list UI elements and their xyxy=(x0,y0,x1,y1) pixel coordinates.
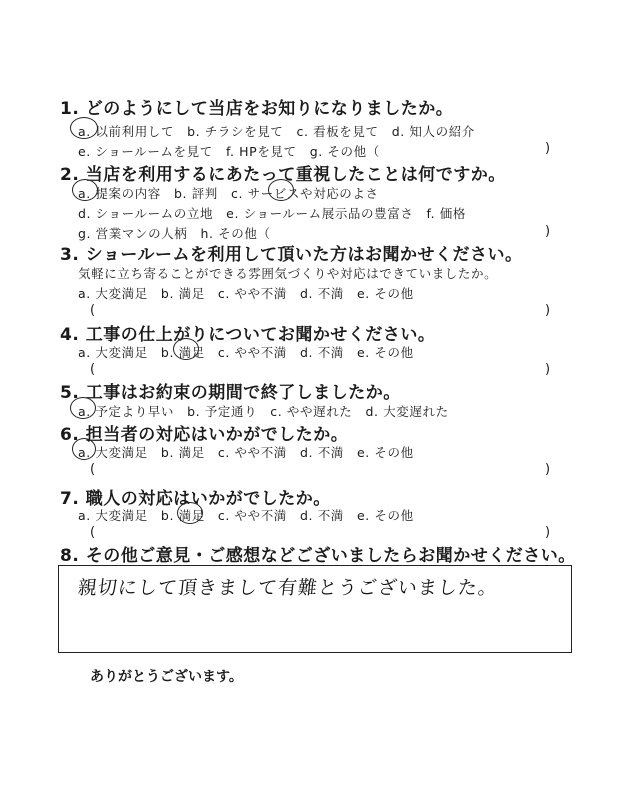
question-7: 7. 職人の対応はいかがでしたか。 xyxy=(60,489,331,509)
q3-paren-close: ) xyxy=(545,303,551,318)
q6-options-row: a. 大変満足 b. 満足 c. やや不満 d. 不満 e. その他 xyxy=(78,445,414,460)
q2-options-row-1: a. 提案の内容 b. 評判 c. サービスや対応のよさ xyxy=(78,186,379,201)
question-1: 1. どのようにして当店をお知りになりましたか。 xyxy=(60,99,454,119)
q4-options-row: a. 大変満足 b. 満足 c. やや不満 d. 不満 e. その他 xyxy=(78,345,414,360)
q4-paren-open: ( xyxy=(90,362,96,377)
q4-paren-close: ) xyxy=(545,362,551,377)
question-4: 4. 工事の仕上がりについてお聞かせください。 xyxy=(60,325,436,345)
q2-options-row-2: d. ショールームの立地 e. ショールーム展示品の豊富さ f. 価格 xyxy=(78,206,466,221)
question-3: 3. ショールームを利用して頂いた方はお聞かせください。 xyxy=(60,245,523,265)
question-2: 2. 当店を利用するにあたって重視したことは何ですか。 xyxy=(60,165,506,185)
question-8: 8. その他ご意見・ご感想などございましたらお聞かせください。 xyxy=(60,546,576,566)
q6-paren-open: ( xyxy=(90,462,96,477)
q7-options-row: a. 大変満足 b. 満足 c. やや不満 d. 不満 e. その他 xyxy=(78,508,414,523)
q1-options-row-1: a. 以前利用して b. チラシを見て c. 看板を見て d. 知人の紹介 xyxy=(78,124,475,139)
q3-subtext: 気軽に立ち寄ることができる雰囲気づくりや対応はできていましたか。 xyxy=(78,266,498,281)
q2-options-row-3: g. 営業マンの人柄 h. その他（ xyxy=(78,226,271,241)
q2-paren-close: ) xyxy=(545,224,551,239)
q1-options-row-2: e. ショールームを見て f. HPを見て g. その他（ xyxy=(78,144,380,159)
q7-paren-open: ( xyxy=(90,525,96,540)
q6-paren-close: ) xyxy=(545,462,551,477)
thanks-message: ありがとうございます。 xyxy=(90,669,243,685)
q3-options-row: a. 大変満足 b. 満足 c. やや不満 d. 不満 e. その他 xyxy=(78,286,414,301)
q3-paren-open: ( xyxy=(90,303,96,318)
q7-paren-close: ) xyxy=(545,525,551,540)
question-5: 5. 工事はお約束の期間で終了しましたか。 xyxy=(60,383,401,403)
q5-options-row: a. 予定より早い b. 予定通り c. やや遅れた d. 大変遅れた xyxy=(78,404,449,419)
question-6: 6. 担当者の対応はいかがでしたか。 xyxy=(60,425,349,445)
handwritten-comment: 親切にして頂きまして有難とうございました。 xyxy=(76,577,500,599)
q1-paren-close: ) xyxy=(545,141,551,156)
